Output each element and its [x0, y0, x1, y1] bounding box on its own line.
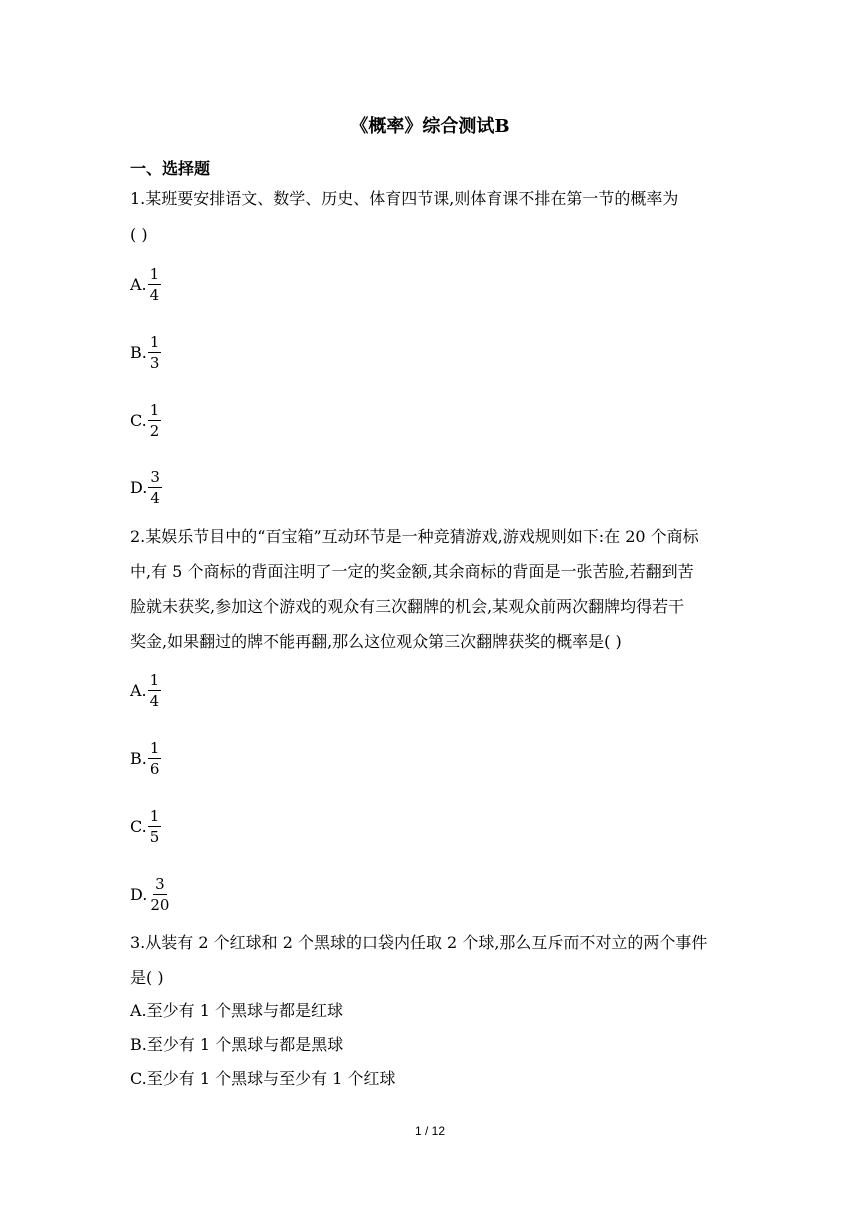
q3-stem-line-1: 3.从装有 2 个红球和 2 个黑球的口袋内任取 2 个球,那么互斥而不对立的两个事件 — [130, 933, 708, 952]
q2-option-d — [130, 874, 171, 915]
q1-stem-line-2: ( ) — [130, 225, 148, 244]
fraction — [148, 738, 162, 779]
option-letter: C. — [130, 816, 147, 836]
fraction-denominator: 2 — [149, 422, 160, 440]
q2-option-c — [130, 806, 161, 847]
fraction-numerator: 1 — [149, 739, 160, 757]
document-title: 《概率》综合测试B — [350, 116, 510, 137]
q1-stem-line-1: 1.某班要安排语文、数学、历史、体育四节课,则体育课不排在第一节的概率为 — [130, 189, 679, 208]
option-letter: D. — [130, 884, 148, 904]
q1-option-a — [130, 264, 161, 305]
q1-option-b — [130, 332, 161, 373]
q2-option-a — [130, 670, 161, 711]
option-letter: C. — [130, 410, 147, 430]
q3-option-a: A.至少有 1 个黑球与都是红球 — [130, 1001, 343, 1020]
section-heading: 一、选择题 — [130, 159, 211, 178]
fraction — [148, 670, 162, 711]
q1-option-d — [130, 467, 162, 508]
fraction-numerator: 1 — [149, 265, 160, 283]
fraction-denominator: 6 — [149, 760, 160, 778]
fraction-numerator: 1 — [149, 807, 160, 825]
fraction-numerator: 3 — [150, 468, 160, 486]
q3-option-b: B.至少有 1 个黑球与都是黑球 — [130, 1035, 344, 1054]
fraction-denominator: 4 — [150, 489, 160, 507]
fraction-numerator: 1 — [149, 333, 160, 351]
fraction-numerator: 1 — [149, 401, 160, 419]
fraction-numerator: 3 — [155, 875, 165, 893]
q3-stem-line-2: 是( ) — [130, 968, 164, 987]
fraction-denominator: 4 — [149, 692, 160, 710]
fraction — [148, 806, 162, 847]
page-indicator: 1 / 12 — [414, 1124, 446, 1138]
fraction-denominator: 4 — [149, 286, 160, 304]
option-letter: D. — [130, 477, 148, 497]
option-letter: B. — [130, 748, 147, 768]
option-letter: A. — [130, 680, 147, 700]
fraction — [148, 264, 162, 305]
fraction — [148, 400, 162, 441]
fraction — [148, 332, 162, 373]
q2-stem-line-4: 奖金,如果翻过的牌不能再翻,那么这位观众第三次翻牌获奖的概率是( ) — [130, 632, 622, 651]
fraction-numerator: 1 — [149, 671, 160, 689]
q1-option-c — [130, 400, 161, 441]
q2-stem-line-1: 2.某娱乐节目中的“百宝箱”互动环节是一种竞猜游戏,游戏规则如下:在 20 个商标 — [130, 527, 699, 546]
q2-stem-line-3: 脸就未获奖,参加这个游戏的观众有三次翻牌的机会,某观众前两次翻牌均得若干 — [130, 597, 685, 616]
fraction — [148, 467, 162, 508]
q2-option-b — [130, 738, 161, 779]
fraction-denominator: 5 — [149, 828, 160, 846]
q3-option-c: C.至少有 1 个黑球与至少有 1 个红球 — [130, 1069, 396, 1088]
fraction-denominator: 20 — [150, 896, 170, 914]
fraction-denominator: 3 — [149, 354, 160, 372]
fraction — [148, 874, 171, 915]
option-letter: B. — [130, 342, 147, 362]
option-letter: A. — [130, 274, 147, 294]
q2-stem-line-2: 中,有 5 个商标的背面注明了一定的奖金额,其余商标的背面是一张苦脸,若翻到苦 — [130, 562, 694, 581]
